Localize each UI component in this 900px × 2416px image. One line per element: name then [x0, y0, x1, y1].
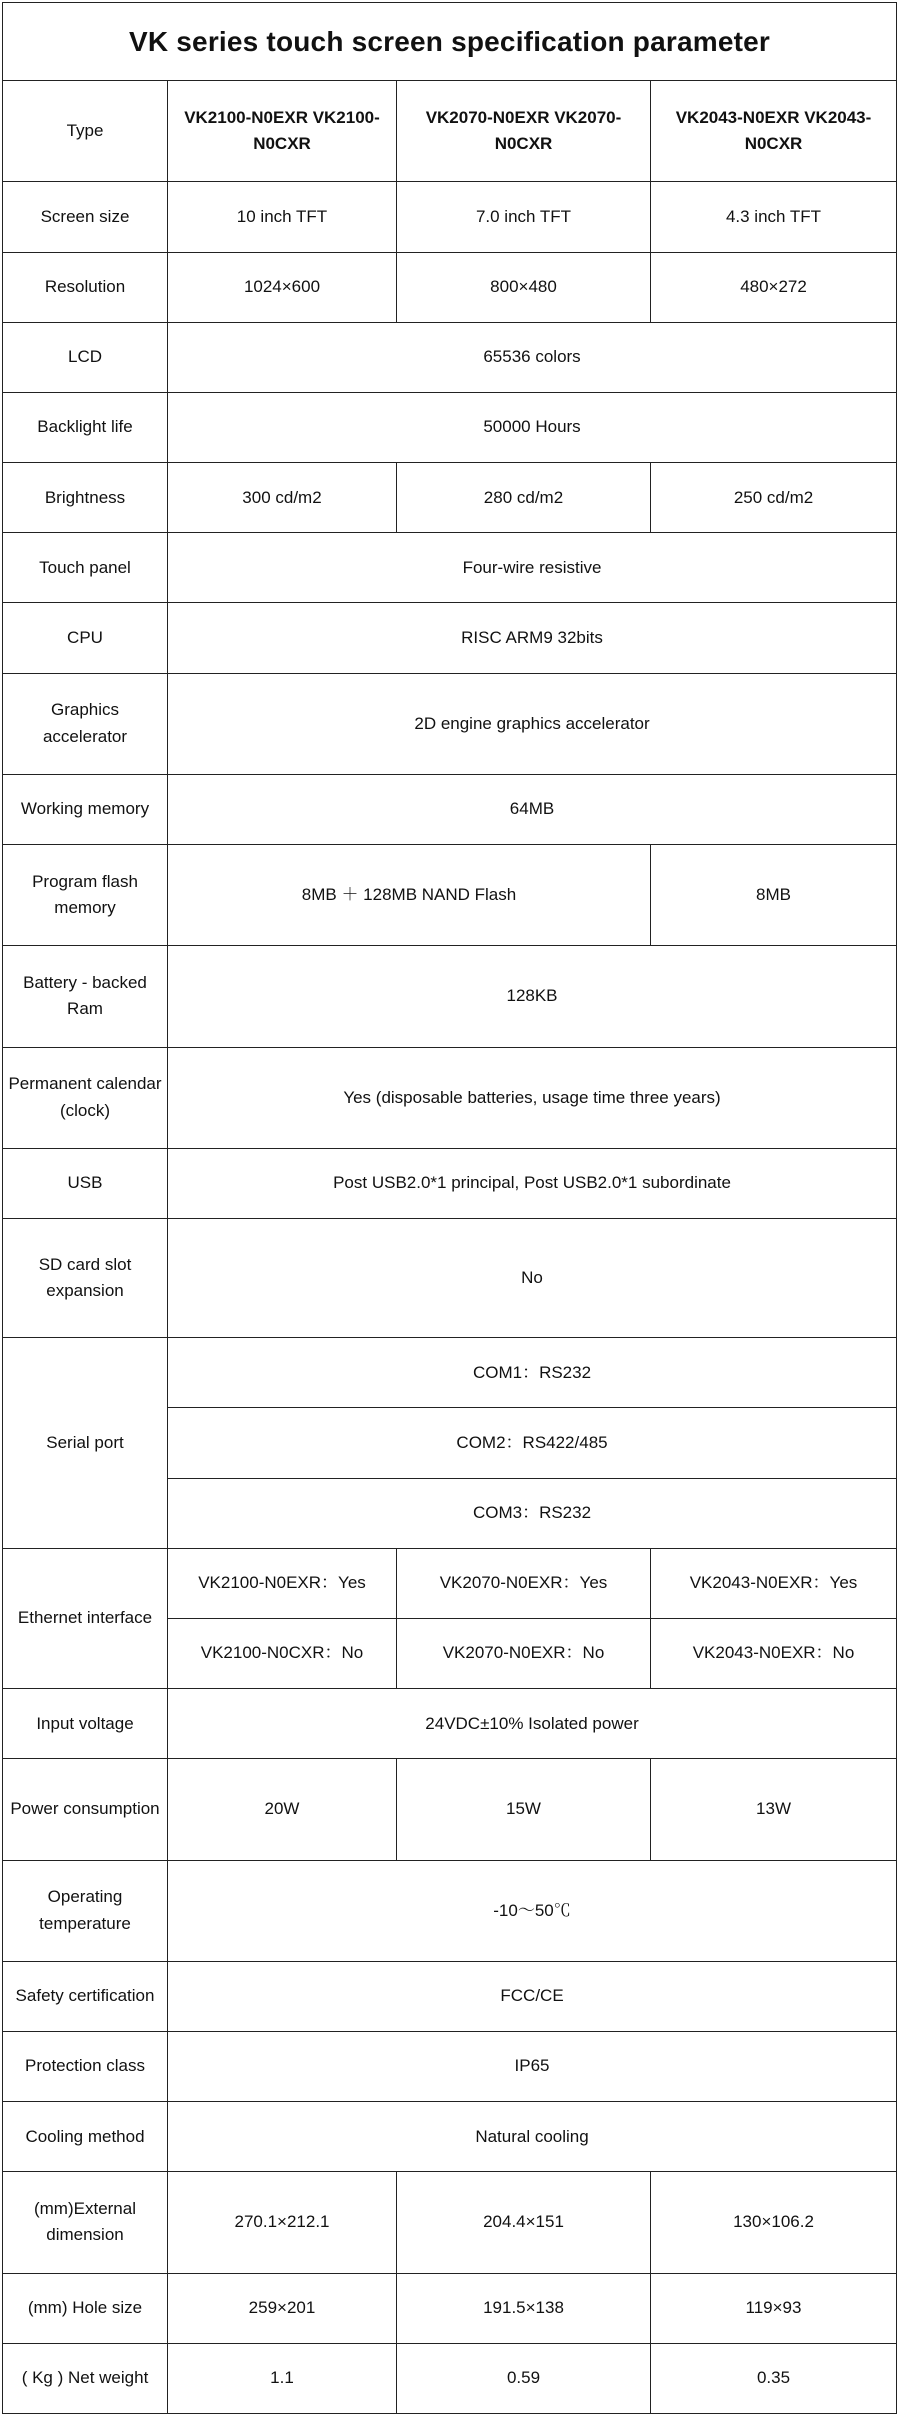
program-flash-row: [3, 845, 897, 946]
program-flash-vk2100-vk2070: 8MB ＋ 128MB NAND Flash: [168, 845, 651, 946]
net-weight-row: [3, 2343, 897, 2413]
input-voltage-row: [3, 1689, 897, 1759]
cpu-value: RISC ARM9 32bits: [168, 603, 897, 673]
usb-label: USB: [3, 1148, 168, 1218]
ethernet-vk2100-exr: VK2100-N0EXR：Yes: [168, 1548, 397, 1618]
safety-certification-value: FCC/CE: [168, 1961, 897, 2031]
touch-panel-value: Four-wire resistive: [168, 533, 897, 603]
cpu-label: CPU: [3, 603, 168, 673]
cooling-method-value: Natural cooling: [168, 2102, 897, 2172]
serial-port-com1: COM1：RS232: [168, 1338, 897, 1408]
protection-class-label: Protection class: [3, 2031, 168, 2101]
hole-size-vk2070: 191.5×138: [397, 2273, 651, 2343]
cpu-row: [3, 603, 897, 673]
touch-panel-label: Touch panel: [3, 533, 168, 603]
net-weight-vk2043: 0.35: [651, 2343, 897, 2413]
graphics-accelerator-value: 2D engine graphics accelerator: [168, 673, 897, 774]
spec-table: [2, 2, 897, 2414]
hole-size-vk2100: 259×201: [168, 2273, 397, 2343]
ethernet-vk2043-cxr: VK2043-N0EXR：No: [651, 1618, 897, 1688]
serial-port-label: Serial port: [3, 1338, 168, 1549]
lcd-label: LCD: [3, 322, 168, 392]
screen-size-vk2070: 7.0 inch TFT: [397, 182, 651, 252]
program-flash-vk2043: 8MB: [651, 845, 897, 946]
input-voltage-value: 24VDC±10% Isolated power: [168, 1689, 897, 1759]
backlight-life-label: Backlight life: [3, 392, 168, 462]
serial-port-row-1: [3, 1338, 897, 1408]
resolution-vk2100: 1024×600: [168, 252, 397, 322]
brightness-label: Brightness: [3, 463, 168, 533]
power-vk2043: 13W: [651, 1759, 897, 1860]
cooling-method-row: [3, 2102, 897, 2172]
working-memory-row: [3, 774, 897, 844]
screen-size-vk2043: 4.3 inch TFT: [651, 182, 897, 252]
brightness-vk2100: 300 cd/m2: [168, 463, 397, 533]
model-vk2070: VK2070-N0EXR VK2070-N0CXR: [397, 81, 651, 182]
brightness-vk2070: 280 cd/m2: [397, 463, 651, 533]
ethernet-vk2100-cxr: VK2100-N0CXR：No: [168, 1618, 397, 1688]
screen-size-row: [3, 182, 897, 252]
battery-ram-row: [3, 946, 897, 1047]
screen-size-vk2100: 10 inch TFT: [168, 182, 397, 252]
protection-class-row: [3, 2031, 897, 2101]
serial-port-com2: COM2：RS422/485: [168, 1408, 897, 1478]
calendar-value: Yes (disposable batteries, usage time three years): [168, 1047, 897, 1148]
graphics-accelerator-label: Graphics accelerator: [3, 673, 168, 774]
operating-temperature-row: [3, 1860, 897, 1961]
calendar-label: Permanent calendar (clock): [3, 1047, 168, 1148]
external-dimension-label: (mm)External dimension: [3, 2172, 168, 2273]
backlight-life-value: 50000 Hours: [168, 392, 897, 462]
ethernet-vk2070-cxr: VK2070-N0EXR：No: [397, 1618, 651, 1688]
safety-certification-row: [3, 1961, 897, 2031]
safety-certification-label: Safety certification: [3, 1961, 168, 2031]
sd-card-value: No: [168, 1218, 897, 1337]
ethernet-vk2043-exr: VK2043-N0EXR：Yes: [651, 1548, 897, 1618]
model-vk2043: VK2043-N0EXR VK2043-N0CXR: [651, 81, 897, 182]
battery-ram-value: 128KB: [168, 946, 897, 1047]
brightness-vk2043: 250 cd/m2: [651, 463, 897, 533]
resolution-row: [3, 252, 897, 322]
usb-row: [3, 1148, 897, 1218]
protection-class-value: IP65: [168, 2031, 897, 2101]
brightness-row: [3, 463, 897, 533]
operating-temperature-value: -10～50℃: [168, 1860, 897, 1961]
cooling-method-label: Cooling method: [3, 2102, 168, 2172]
power-vk2100: 20W: [168, 1759, 397, 1860]
external-dimension-vk2070: 204.4×151: [397, 2172, 651, 2273]
type-label: Type: [3, 81, 168, 182]
net-weight-label: ( Kg ) Net weight: [3, 2343, 168, 2413]
graphics-accelerator-row: [3, 673, 897, 774]
external-dimension-vk2043: 130×106.2: [651, 2172, 897, 2273]
resolution-vk2043: 480×272: [651, 252, 897, 322]
resolution-vk2070: 800×480: [397, 252, 651, 322]
power-consumption-row: [3, 1759, 897, 1860]
working-memory-value: 64MB: [168, 774, 897, 844]
battery-ram-label: Battery - backed Ram: [3, 946, 168, 1047]
ethernet-label: Ethernet interface: [3, 1548, 168, 1688]
lcd-value: 65536 colors: [168, 322, 897, 392]
ethernet-row-1: [3, 1548, 897, 1618]
resolution-label: Resolution: [3, 252, 168, 322]
screen-size-label: Screen size: [3, 182, 168, 252]
operating-temperature-label: Operating temperature: [3, 1860, 168, 1961]
calendar-row: [3, 1047, 897, 1148]
hole-size-row: [3, 2273, 897, 2343]
table-title: VK series touch screen specification parameter: [3, 3, 897, 81]
type-row: [3, 81, 897, 182]
program-flash-label: Program flash memory: [3, 845, 168, 946]
usb-value: Post USB2.0*1 principal, Post USB2.0*1 subordinate: [168, 1148, 897, 1218]
input-voltage-label: Input voltage: [3, 1689, 168, 1759]
model-vk2100: VK2100-N0EXR VK2100-N0CXR: [168, 81, 397, 182]
serial-port-com3: COM3：RS232: [168, 1478, 897, 1548]
hole-size-label: (mm) Hole size: [3, 2273, 168, 2343]
lcd-row: [3, 322, 897, 392]
sd-card-row: [3, 1218, 897, 1337]
ethernet-vk2070-exr: VK2070-N0EXR：Yes: [397, 1548, 651, 1618]
net-weight-vk2100: 1.1: [168, 2343, 397, 2413]
title-row: [3, 3, 897, 81]
touch-panel-row: [3, 533, 897, 603]
external-dimension-vk2100: 270.1×212.1: [168, 2172, 397, 2273]
working-memory-label: Working memory: [3, 774, 168, 844]
external-dimension-row: [3, 2172, 897, 2273]
sd-card-label: SD card slot expansion: [3, 1218, 168, 1337]
power-vk2070: 15W: [397, 1759, 651, 1860]
power-consumption-label: Power consumption: [3, 1759, 168, 1860]
backlight-life-row: [3, 392, 897, 462]
net-weight-vk2070: 0.59: [397, 2343, 651, 2413]
hole-size-vk2043: 119×93: [651, 2273, 897, 2343]
